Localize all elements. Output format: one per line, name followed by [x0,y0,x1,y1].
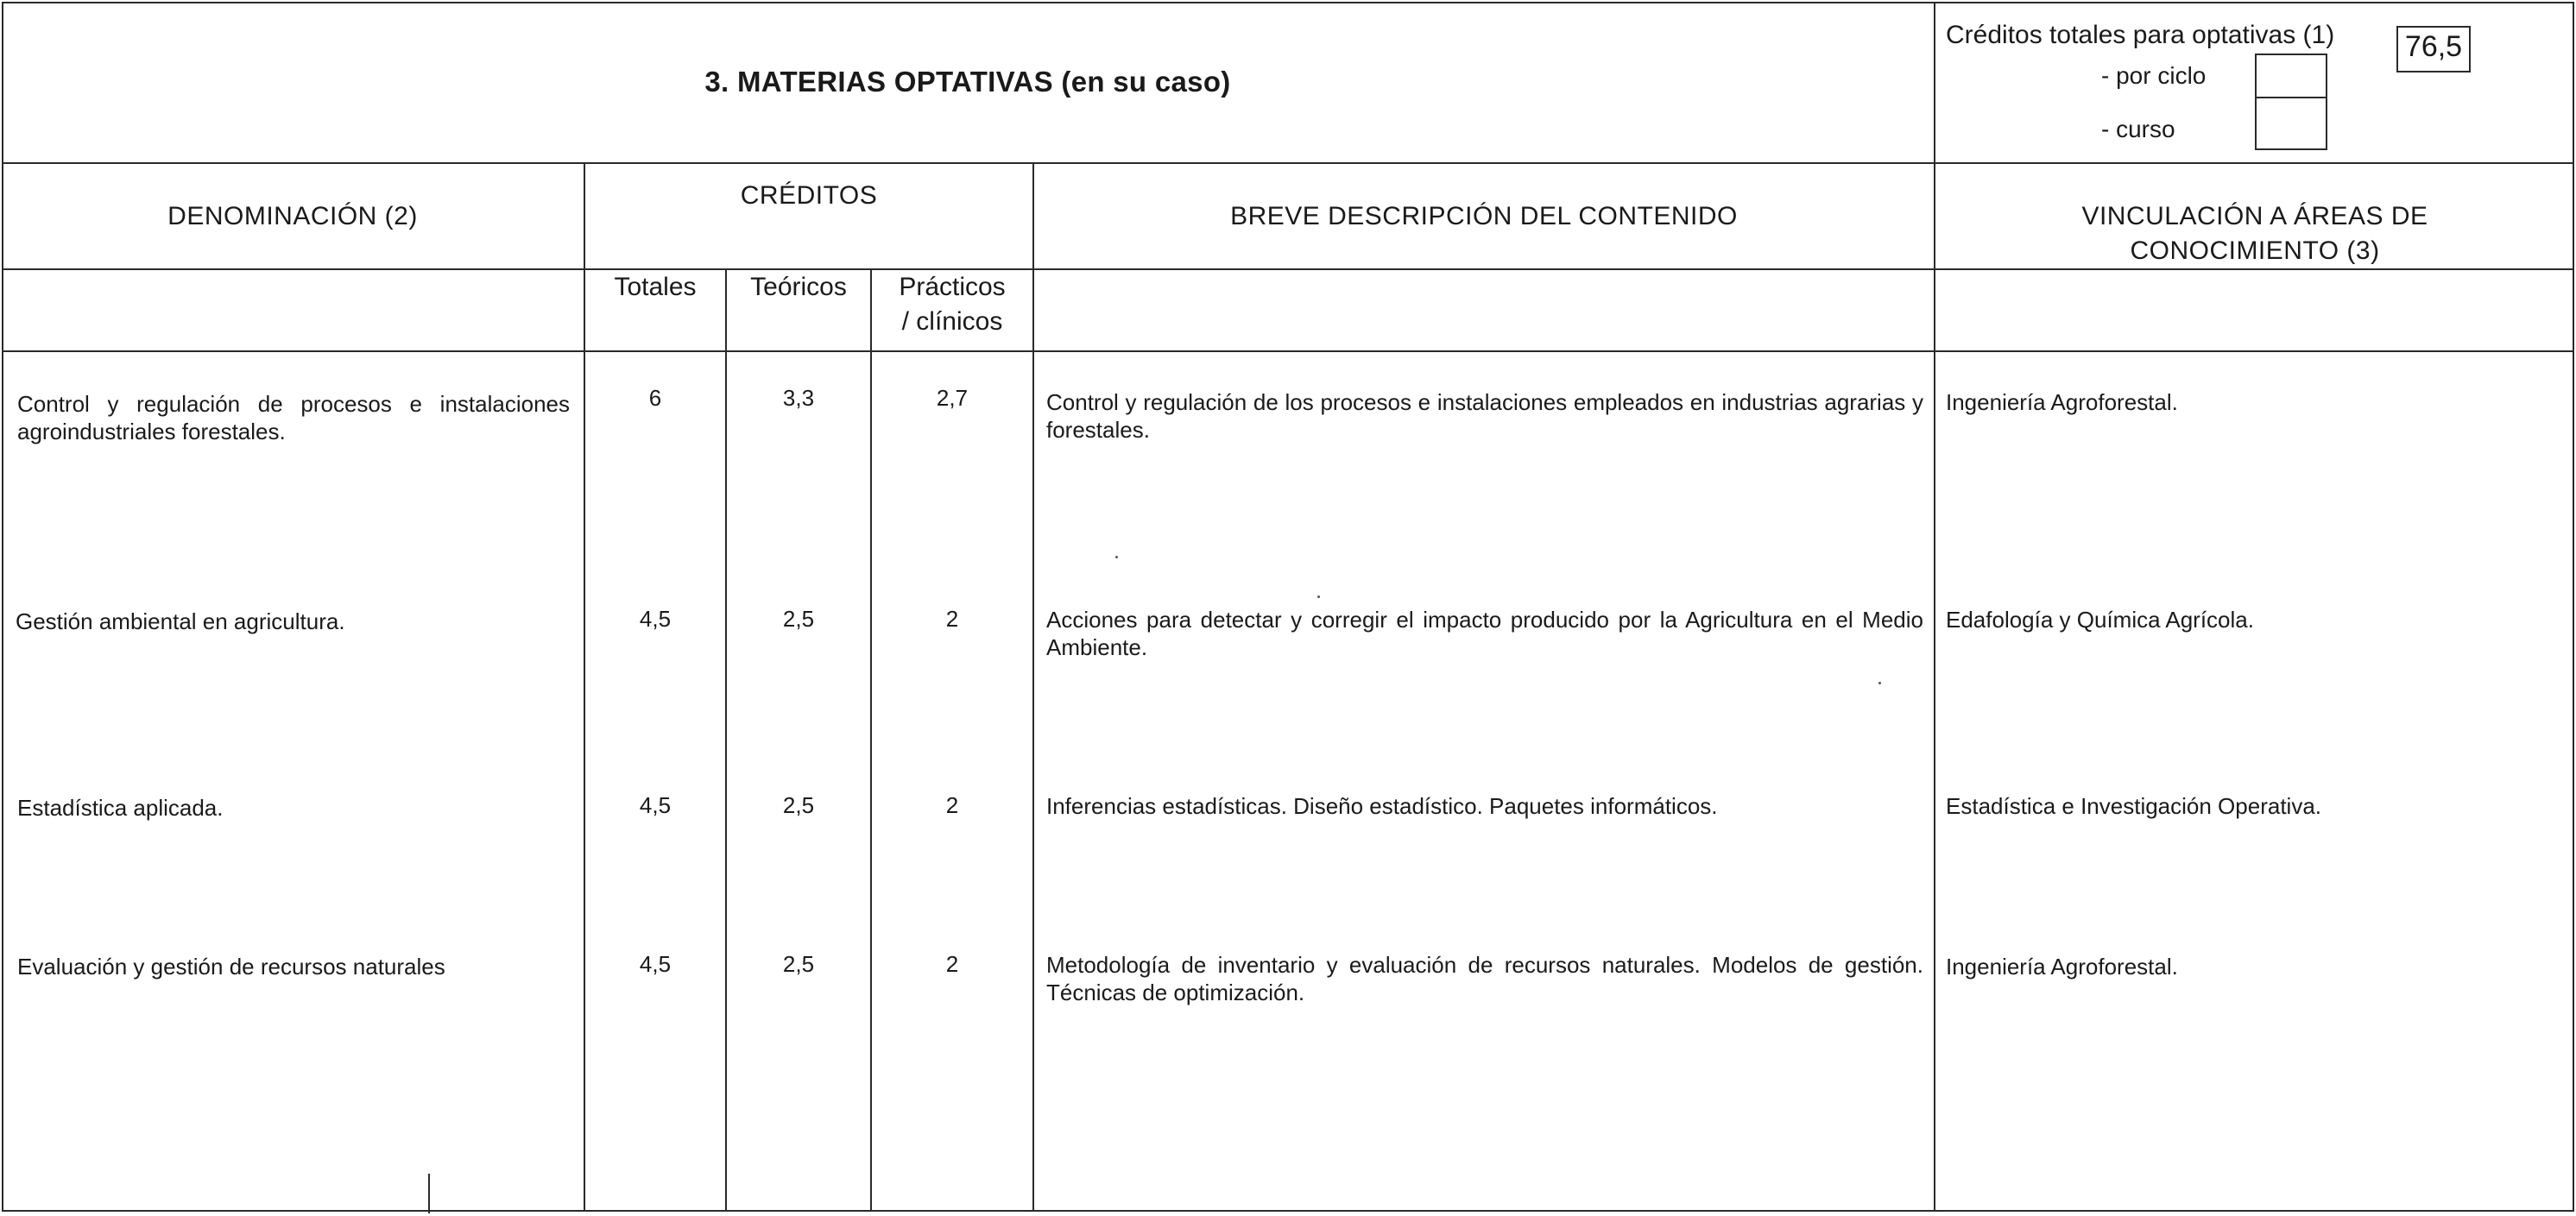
row3-totales: 4,5 [639,792,672,818]
por-ciclo-box [2255,54,2327,98]
column-header-vinculacion-line2: CONOCIMIENTO (3) [2130,236,2380,265]
row1-practicos: 2,7 [936,385,969,411]
row2-vinculacion: Edafología y Química Agrícola. [1946,607,2254,633]
column-header-descripcion: BREVE DESCRIPCIÓN DEL CONTENIDO [1230,202,1738,230]
row4-descripcion: Metodología de inventario y evaluación de recursos naturales. Modelos de gestión. Técnicas de optimización. [1046,952,1923,1005]
scan-artifact-tick [428,1174,430,1213]
col-divider-denominacion [584,162,585,1212]
scan-artifact-dot [1878,682,1881,684]
column-header-totales: Totales [614,273,697,301]
scan-artifact-dot [1115,556,1118,558]
credits-total-box [2396,26,2471,72]
row1-teoricos: 3,3 [782,385,815,411]
row3-vinculacion: Estadística e Investigación Operativa. [1946,793,2322,819]
row2-denominacion: Gestión ambiental en agricultura. [16,608,345,634]
column-header-practicos-line1: Prácticos [899,273,1006,301]
row2-totales: 4,5 [639,606,672,632]
row3-descripcion: Inferencias estadísticas. Diseño estadístico. Paquetes informáticos. [1046,793,1718,819]
row2-practicos: 2 [945,606,959,632]
row3-teoricos: 2,5 [782,792,815,818]
column-header-denominacion: DENOMINACIÓN (2) [167,202,418,230]
subheader-bottom-divider [2,350,2574,352]
row4-teoricos: 2,5 [782,951,815,977]
row1-denominacion: Control y regulación de procesos e instalaciones agroindustriales forestales. [17,391,570,444]
column-header-practicos-line2: / clínicos [901,307,1003,336]
column-header-divider [2,268,2574,270]
col-divider-practicos [1032,162,1034,1212]
row2-descripcion: Acciones para detectar y corregir el impacto producido por la Agricultura en el Medio Ambiente. [1046,607,1923,660]
row1-totales: 6 [648,385,662,411]
row2-teoricos: 2,5 [782,606,815,632]
row4-practicos: 2 [945,951,959,977]
row3-practicos: 2 [945,792,959,818]
row1-descripcion: Control y regulación de los procesos e instalaciones empleados en industrias agrarias y forestales. [1046,389,1923,443]
scan-artifact-dot [1317,595,1320,598]
row3-denominacion: Estadística aplicada. [17,795,224,821]
row1-vinculacion: Ingeniería Agroforestal. [1946,389,2178,415]
column-header-vinculacion-line1: VINCULACIÓN A ÁREAS DE [2081,202,2428,230]
header-right-divider [1934,2,1935,1212]
row4-vinculacion: Ingeniería Agroforestal. [1946,954,2178,980]
credits-total-label: Créditos totales para optativas (1) [1946,21,2335,49]
row4-denominacion: Evaluación y gestión de recursos naturales [17,954,445,980]
column-header-creditos: CRÉDITOS [740,181,878,210]
header-divider [2,162,2574,164]
credits-total-value: 76,5 [2404,30,2463,63]
curso-box [2255,97,2327,150]
curso-label: - curso [2101,116,2175,142]
row4-totales: 4,5 [639,951,672,977]
column-header-teoricos: Teóricos [750,273,847,301]
page-title: 3. MATERIAS OPTATIVAS (en su caso) [704,66,1231,98]
por-ciclo-label: - por ciclo [2101,62,2207,89]
